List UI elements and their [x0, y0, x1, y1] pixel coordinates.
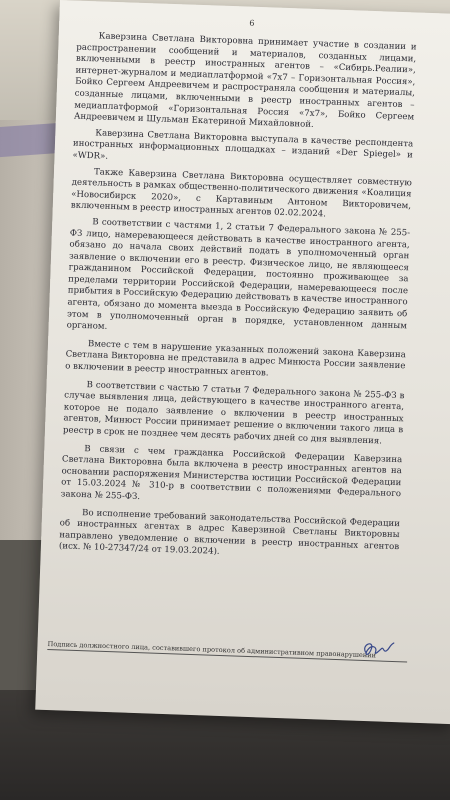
paragraph-2: Каверзина Светлана Викторовна выступала в качестве респондента иностранных информационных площадках – изданий «Der Spiegel» и «WDR».	[72, 128, 414, 162]
paragraph-5: Вместе с тем в нарушение указанных положений закона Каверзина Светлана Викторовна не представила в адрес Минюста России заявление о включении в реестр иностранных агентов.	[65, 339, 406, 379]
paragraph-1: Каверзина Светлана Викторовна принимает участие в создании и распространении сообщений и материалов, созданных лицами, включенными в реестр иностранных агентов – «Сибирь.Реалии», интернет-журналом и медиаплатформой «7х7 – Горизонтальная Россия», Бойко Сергеем Андреевичем и распространяла сообщения и материалы, созданные лицами, включенными в реестр иностранных агентов – медиаплатформой «Горизонтальная Россия «7х7», Бойко Сергеем Андреевичем и Шульман Екатериной Михайловной.	[73, 31, 417, 131]
document-page	[35, 0, 450, 724]
document-body	[58, 31, 416, 571]
paragraph-7: В связи с чем гражданка Российской Федерации Каверзина Светлана Викторовна была включена в реестр иностранных агентов на основании распоряжения Министерства юстиции Российской Федерации от 15.03.2024 № 310-р в соответствии с положениями Федерального закона № 255-ФЗ.	[60, 443, 403, 503]
paragraph-3: Также Каверзина Светлана Викторовна осуществляет совместную деятельность в рамках общественно-политического движения «Коалиция «Новосибирск 2020», с Картавиным Антоном Викторовичем, включенным в реестр иностранных агентов 02.02.2024.	[70, 166, 413, 220]
signature-caption: Подпись должностного лица, составившего протокол об административном правонарушении	[47, 640, 407, 663]
paragraph-6: В соответствии с частью 7 статьи 7 Федерального закона № 255-ФЗ в случае выявления лица, действующего в качестве иностранного агента, которое не подало заявление о включении в реестр иностранных агентов, Минюст России принимает решение о включении такого лица в реестр в срок не позднее чем десять рабочих дней со дня выявления.	[62, 379, 405, 447]
page-number: 6	[249, 18, 255, 28]
handwritten-signature	[359, 638, 400, 661]
paragraph-4: В соответствии с частями 1, 2 статьи 7 Федерального закона № 255-ФЗ лицо, намеревающееся действовать в качестве иностранного агента, обязано до начала своих действий подать в уполномоченный орган заявление о включении его в реестр. Физическое лицо, не являющееся гражданином Российской Федерации, постоянно проживающее за пределами территории Российской Федерации, намеревающееся после прибытия в Российскую Федерацию действовать в качестве иностранного агента, обязано до момента выезда в Российскую Федерацию заявить об этом в уполномоченный орган в порядке, установленном данным органом.	[66, 217, 411, 333]
paragraph-8: Во исполнение требований законодательства Российской Федерации об иностранных агентах в адрес Каверзиной Светланы Викторовны направлено уведомление о включении в реестр иностранных агентов (исх. № 10-27347/24 от 19.03.2024).	[58, 507, 401, 558]
